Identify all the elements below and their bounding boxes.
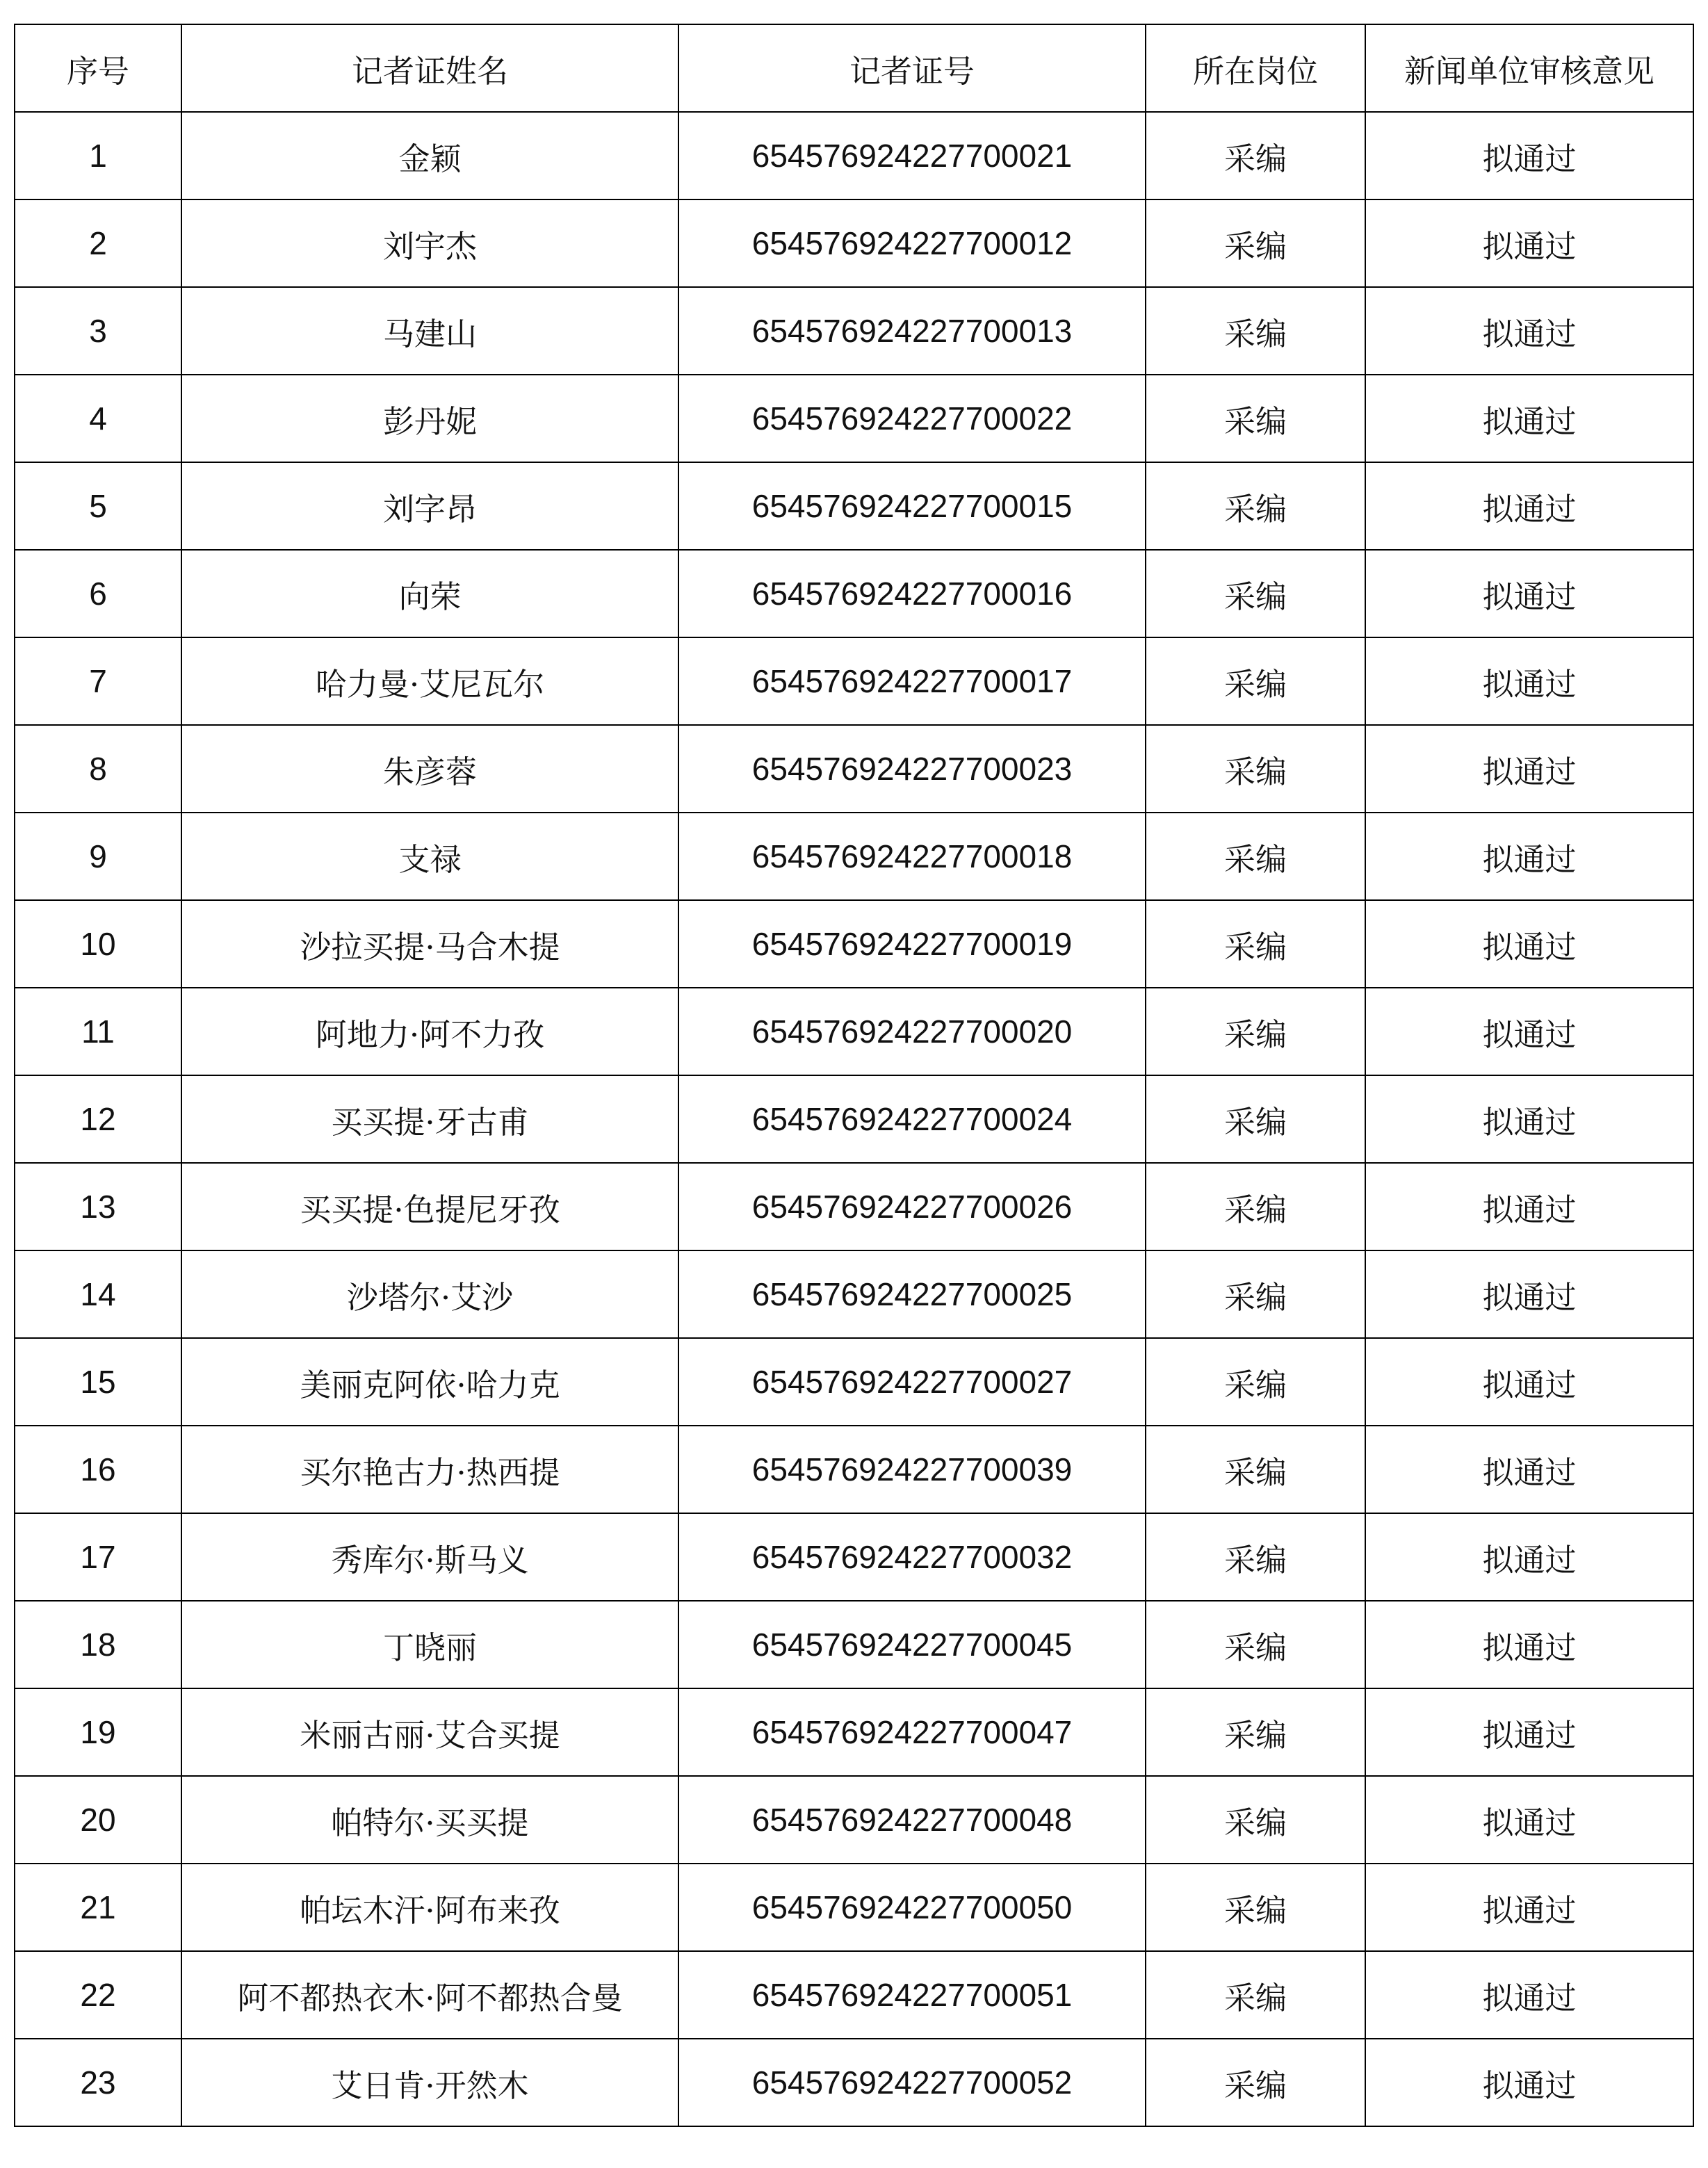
cell-name: 帕坛木汗·阿布来孜 <box>181 1864 678 1951</box>
cell-seq: 20 <box>15 1776 181 1864</box>
cell-seq: 14 <box>15 1250 181 1338</box>
table-row <box>15 813 1693 900</box>
table-row <box>15 1513 1693 1601</box>
cell-name: 美丽克阿依·哈力克 <box>181 1338 678 1426</box>
table-row <box>15 2039 1693 2126</box>
table-row <box>15 1163 1693 1250</box>
cell-seq: 17 <box>15 1513 181 1601</box>
table-row <box>15 1075 1693 1163</box>
cell-seq: 9 <box>15 813 181 900</box>
cell-name: 金颖 <box>181 112 678 199</box>
cell-review-opinion: 拟通过 <box>1365 1776 1693 1864</box>
cell-post: 采编 <box>1146 112 1365 199</box>
cell-card-number: 654576924227700013 <box>678 287 1146 375</box>
document-page <box>14 24 1693 2127</box>
cell-review-opinion: 拟通过 <box>1365 287 1693 375</box>
cell-review-opinion: 拟通过 <box>1365 1601 1693 1688</box>
cell-review-opinion: 拟通过 <box>1365 1338 1693 1426</box>
cell-post: 采编 <box>1146 1601 1365 1688</box>
cell-name: 彭丹妮 <box>181 375 678 462</box>
cell-card-number: 654576924227700020 <box>678 988 1146 1075</box>
cell-card-number: 654576924227700026 <box>678 1163 1146 1250</box>
cell-card-number: 654576924227700024 <box>678 1075 1146 1163</box>
table-row <box>15 1864 1693 1951</box>
cell-seq: 22 <box>15 1951 181 2039</box>
cell-seq: 11 <box>15 988 181 1075</box>
table-row <box>15 550 1693 637</box>
table-row <box>15 1776 1693 1864</box>
table-row <box>15 112 1693 199</box>
cell-seq: 4 <box>15 375 181 462</box>
cell-review-opinion: 拟通过 <box>1365 1075 1693 1163</box>
cell-seq: 1 <box>15 112 181 199</box>
cell-card-number: 654576924227700052 <box>678 2039 1146 2126</box>
cell-post: 采编 <box>1146 550 1365 637</box>
table-row <box>15 1688 1693 1776</box>
cell-seq: 18 <box>15 1601 181 1688</box>
cell-post: 采编 <box>1146 199 1365 287</box>
cell-name: 沙塔尔·艾沙 <box>181 1250 678 1338</box>
cell-card-number: 654576924227700045 <box>678 1601 1146 1688</box>
cell-name: 阿不都热衣木·阿不都热合曼 <box>181 1951 678 2039</box>
cell-review-opinion: 拟通过 <box>1365 1951 1693 2039</box>
cell-post: 采编 <box>1146 1075 1365 1163</box>
cell-card-number: 654576924227700022 <box>678 375 1146 462</box>
table-row <box>15 900 1693 988</box>
cell-post: 采编 <box>1146 287 1365 375</box>
cell-card-number: 654576924227700018 <box>678 813 1146 900</box>
cell-review-opinion: 拟通过 <box>1365 2039 1693 2126</box>
cell-review-opinion: 拟通过 <box>1365 1250 1693 1338</box>
cell-review-opinion: 拟通过 <box>1365 1688 1693 1776</box>
cell-card-number: 654576924227700050 <box>678 1864 1146 1951</box>
cell-post: 采编 <box>1146 1338 1365 1426</box>
cell-post: 采编 <box>1146 637 1365 725</box>
cell-review-opinion: 拟通过 <box>1365 988 1693 1075</box>
cell-card-number: 654576924227700012 <box>678 199 1146 287</box>
cell-card-number: 654576924227700051 <box>678 1951 1146 2039</box>
cell-post: 采编 <box>1146 988 1365 1075</box>
cell-name: 朱彦蓉 <box>181 725 678 813</box>
cell-review-opinion: 拟通过 <box>1365 550 1693 637</box>
table-row <box>15 637 1693 725</box>
cell-post: 采编 <box>1146 462 1365 550</box>
cell-seq: 19 <box>15 1688 181 1776</box>
cell-name: 哈力曼·艾尼瓦尔 <box>181 637 678 725</box>
cell-card-number: 654576924227700015 <box>678 462 1146 550</box>
cell-seq: 21 <box>15 1864 181 1951</box>
cell-review-opinion: 拟通过 <box>1365 900 1693 988</box>
header-card-number: 记者证号 <box>678 24 1146 112</box>
cell-seq: 10 <box>15 900 181 988</box>
cell-card-number: 654576924227700025 <box>678 1250 1146 1338</box>
cell-seq: 12 <box>15 1075 181 1163</box>
cell-review-opinion: 拟通过 <box>1365 1426 1693 1513</box>
table-row <box>15 287 1693 375</box>
cell-seq: 15 <box>15 1338 181 1426</box>
cell-seq: 5 <box>15 462 181 550</box>
table-row <box>15 988 1693 1075</box>
cell-seq: 23 <box>15 2039 181 2126</box>
table-row <box>15 462 1693 550</box>
cell-post: 采编 <box>1146 1864 1365 1951</box>
header-seq: 序号 <box>15 24 181 112</box>
header-name: 记者证姓名 <box>181 24 678 112</box>
cell-seq: 16 <box>15 1426 181 1513</box>
cell-post: 采编 <box>1146 1163 1365 1250</box>
cell-review-opinion: 拟通过 <box>1365 375 1693 462</box>
cell-post: 采编 <box>1146 2039 1365 2126</box>
cell-card-number: 654576924227700039 <box>678 1426 1146 1513</box>
cell-name: 秀库尔·斯马义 <box>181 1513 678 1601</box>
cell-post: 采编 <box>1146 1426 1365 1513</box>
cell-post: 采编 <box>1146 1776 1365 1864</box>
cell-review-opinion: 拟通过 <box>1365 1163 1693 1250</box>
table-row <box>15 1250 1693 1338</box>
table-row <box>15 1951 1693 2039</box>
table-row <box>15 725 1693 813</box>
cell-review-opinion: 拟通过 <box>1365 112 1693 199</box>
cell-name: 阿地力·阿不力孜 <box>181 988 678 1075</box>
cell-name: 刘宇杰 <box>181 199 678 287</box>
cell-card-number: 654576924227700023 <box>678 725 1146 813</box>
cell-name: 米丽古丽·艾合买提 <box>181 1688 678 1776</box>
cell-card-number: 654576924227700019 <box>678 900 1146 988</box>
table-header-row <box>15 24 1693 112</box>
cell-name: 马建山 <box>181 287 678 375</box>
cell-review-opinion: 拟通过 <box>1365 462 1693 550</box>
cell-post: 采编 <box>1146 375 1365 462</box>
cell-post: 采编 <box>1146 900 1365 988</box>
cell-card-number: 654576924227700016 <box>678 550 1146 637</box>
cell-post: 采编 <box>1146 813 1365 900</box>
cell-post: 采编 <box>1146 725 1365 813</box>
cell-name: 买买提·色提尼牙孜 <box>181 1163 678 1250</box>
table-row <box>15 1338 1693 1426</box>
cell-name: 支禄 <box>181 813 678 900</box>
press-card-review-table <box>14 24 1694 2127</box>
header-post: 所在岗位 <box>1146 24 1365 112</box>
cell-post: 采编 <box>1146 1688 1365 1776</box>
cell-seq: 3 <box>15 287 181 375</box>
cell-card-number: 654576924227700017 <box>678 637 1146 725</box>
cell-seq: 7 <box>15 637 181 725</box>
cell-card-number: 654576924227700047 <box>678 1688 1146 1776</box>
cell-name: 丁晓丽 <box>181 1601 678 1688</box>
table-row <box>15 1601 1693 1688</box>
cell-name: 沙拉买提·马合木提 <box>181 900 678 988</box>
cell-card-number: 654576924227700048 <box>678 1776 1146 1864</box>
table-row <box>15 375 1693 462</box>
cell-review-opinion: 拟通过 <box>1365 1513 1693 1601</box>
cell-card-number: 654576924227700021 <box>678 112 1146 199</box>
cell-name: 艾日肯·开然木 <box>181 2039 678 2126</box>
cell-review-opinion: 拟通过 <box>1365 637 1693 725</box>
cell-post: 采编 <box>1146 1513 1365 1601</box>
table-row <box>15 1426 1693 1513</box>
cell-post: 采编 <box>1146 1250 1365 1338</box>
cell-name: 刘字昂 <box>181 462 678 550</box>
cell-seq: 6 <box>15 550 181 637</box>
cell-seq: 2 <box>15 199 181 287</box>
cell-seq: 8 <box>15 725 181 813</box>
cell-name: 向荣 <box>181 550 678 637</box>
header-review-opinion: 新闻单位审核意见 <box>1365 24 1693 112</box>
cell-review-opinion: 拟通过 <box>1365 813 1693 900</box>
cell-name: 买买提·牙古甫 <box>181 1075 678 1163</box>
cell-name: 买尔艳古力·热西提 <box>181 1426 678 1513</box>
cell-card-number: 654576924227700032 <box>678 1513 1146 1601</box>
cell-review-opinion: 拟通过 <box>1365 1864 1693 1951</box>
table-row <box>15 199 1693 287</box>
cell-card-number: 654576924227700027 <box>678 1338 1146 1426</box>
cell-post: 采编 <box>1146 1951 1365 2039</box>
cell-seq: 13 <box>15 1163 181 1250</box>
table-body <box>15 112 1693 2126</box>
cell-name: 帕特尔·买买提 <box>181 1776 678 1864</box>
cell-review-opinion: 拟通过 <box>1365 199 1693 287</box>
cell-review-opinion: 拟通过 <box>1365 725 1693 813</box>
